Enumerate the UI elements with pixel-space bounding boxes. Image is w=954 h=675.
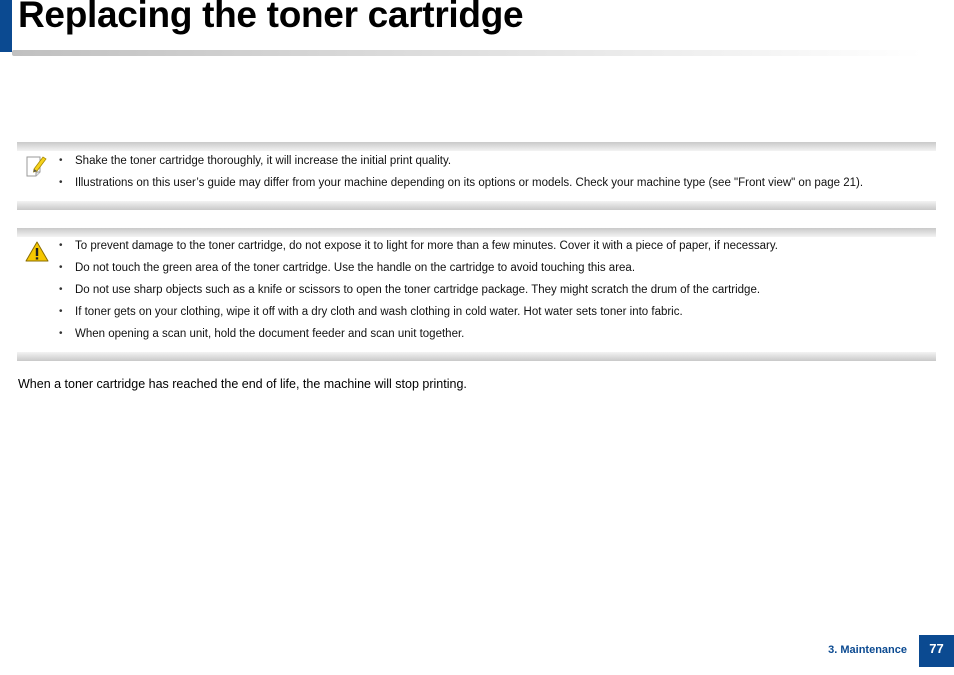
- caution-list: [57, 239, 778, 349]
- note-item: • Illustrations on this user’s guide may differ from your machine depending on its options or models. Check your machine type (see "Front view" on page 21).: [57, 176, 863, 198]
- note-box-bottom-band: [17, 201, 936, 210]
- caution-item: • Do not touch the green area of the toner cartridge. Use the handle on the cartridge to avoid touching this area.: [57, 261, 778, 283]
- page-title: Replacing the toner cartridge: [18, 0, 524, 35]
- body-paragraph: When a toner cartridge has reached the end of life, the machine will stop printing.: [18, 377, 467, 391]
- note-box: [17, 142, 936, 210]
- title-accent-bar: [0, 0, 12, 52]
- caution-item: • To prevent damage to the toner cartridge, do not expose it to light for more than a few minutes. Cover it with a piece of paper, if necessary.: [57, 239, 778, 261]
- note-list: [57, 154, 863, 198]
- warning-triangle-icon: [25, 240, 47, 264]
- note-box-top-band: [17, 142, 936, 151]
- page-number-badge: 77: [919, 635, 954, 667]
- caution-box-top-band: [17, 228, 936, 237]
- caution-box: [17, 228, 936, 361]
- caution-item: • When opening a scan unit, hold the document feeder and scan unit together.: [57, 327, 778, 349]
- caution-box-bottom-band: [17, 352, 936, 361]
- note-pencil-icon: [25, 154, 47, 178]
- footer-section-link[interactable]: 3. Maintenance: [828, 644, 907, 656]
- note-item: • Shake the toner cartridge thoroughly, it will increase the initial print quality.: [57, 154, 863, 176]
- caution-item: • If toner gets on your clothing, wipe it off with a dry cloth and wash clothing in cold water. Hot water sets toner into fabric.: [57, 305, 778, 327]
- title-underline: [12, 50, 922, 56]
- caution-item: • Do not use sharp objects such as a knife or scissors to open the toner cartridge package. They might scratch the drum of the cartridge.: [57, 283, 778, 305]
